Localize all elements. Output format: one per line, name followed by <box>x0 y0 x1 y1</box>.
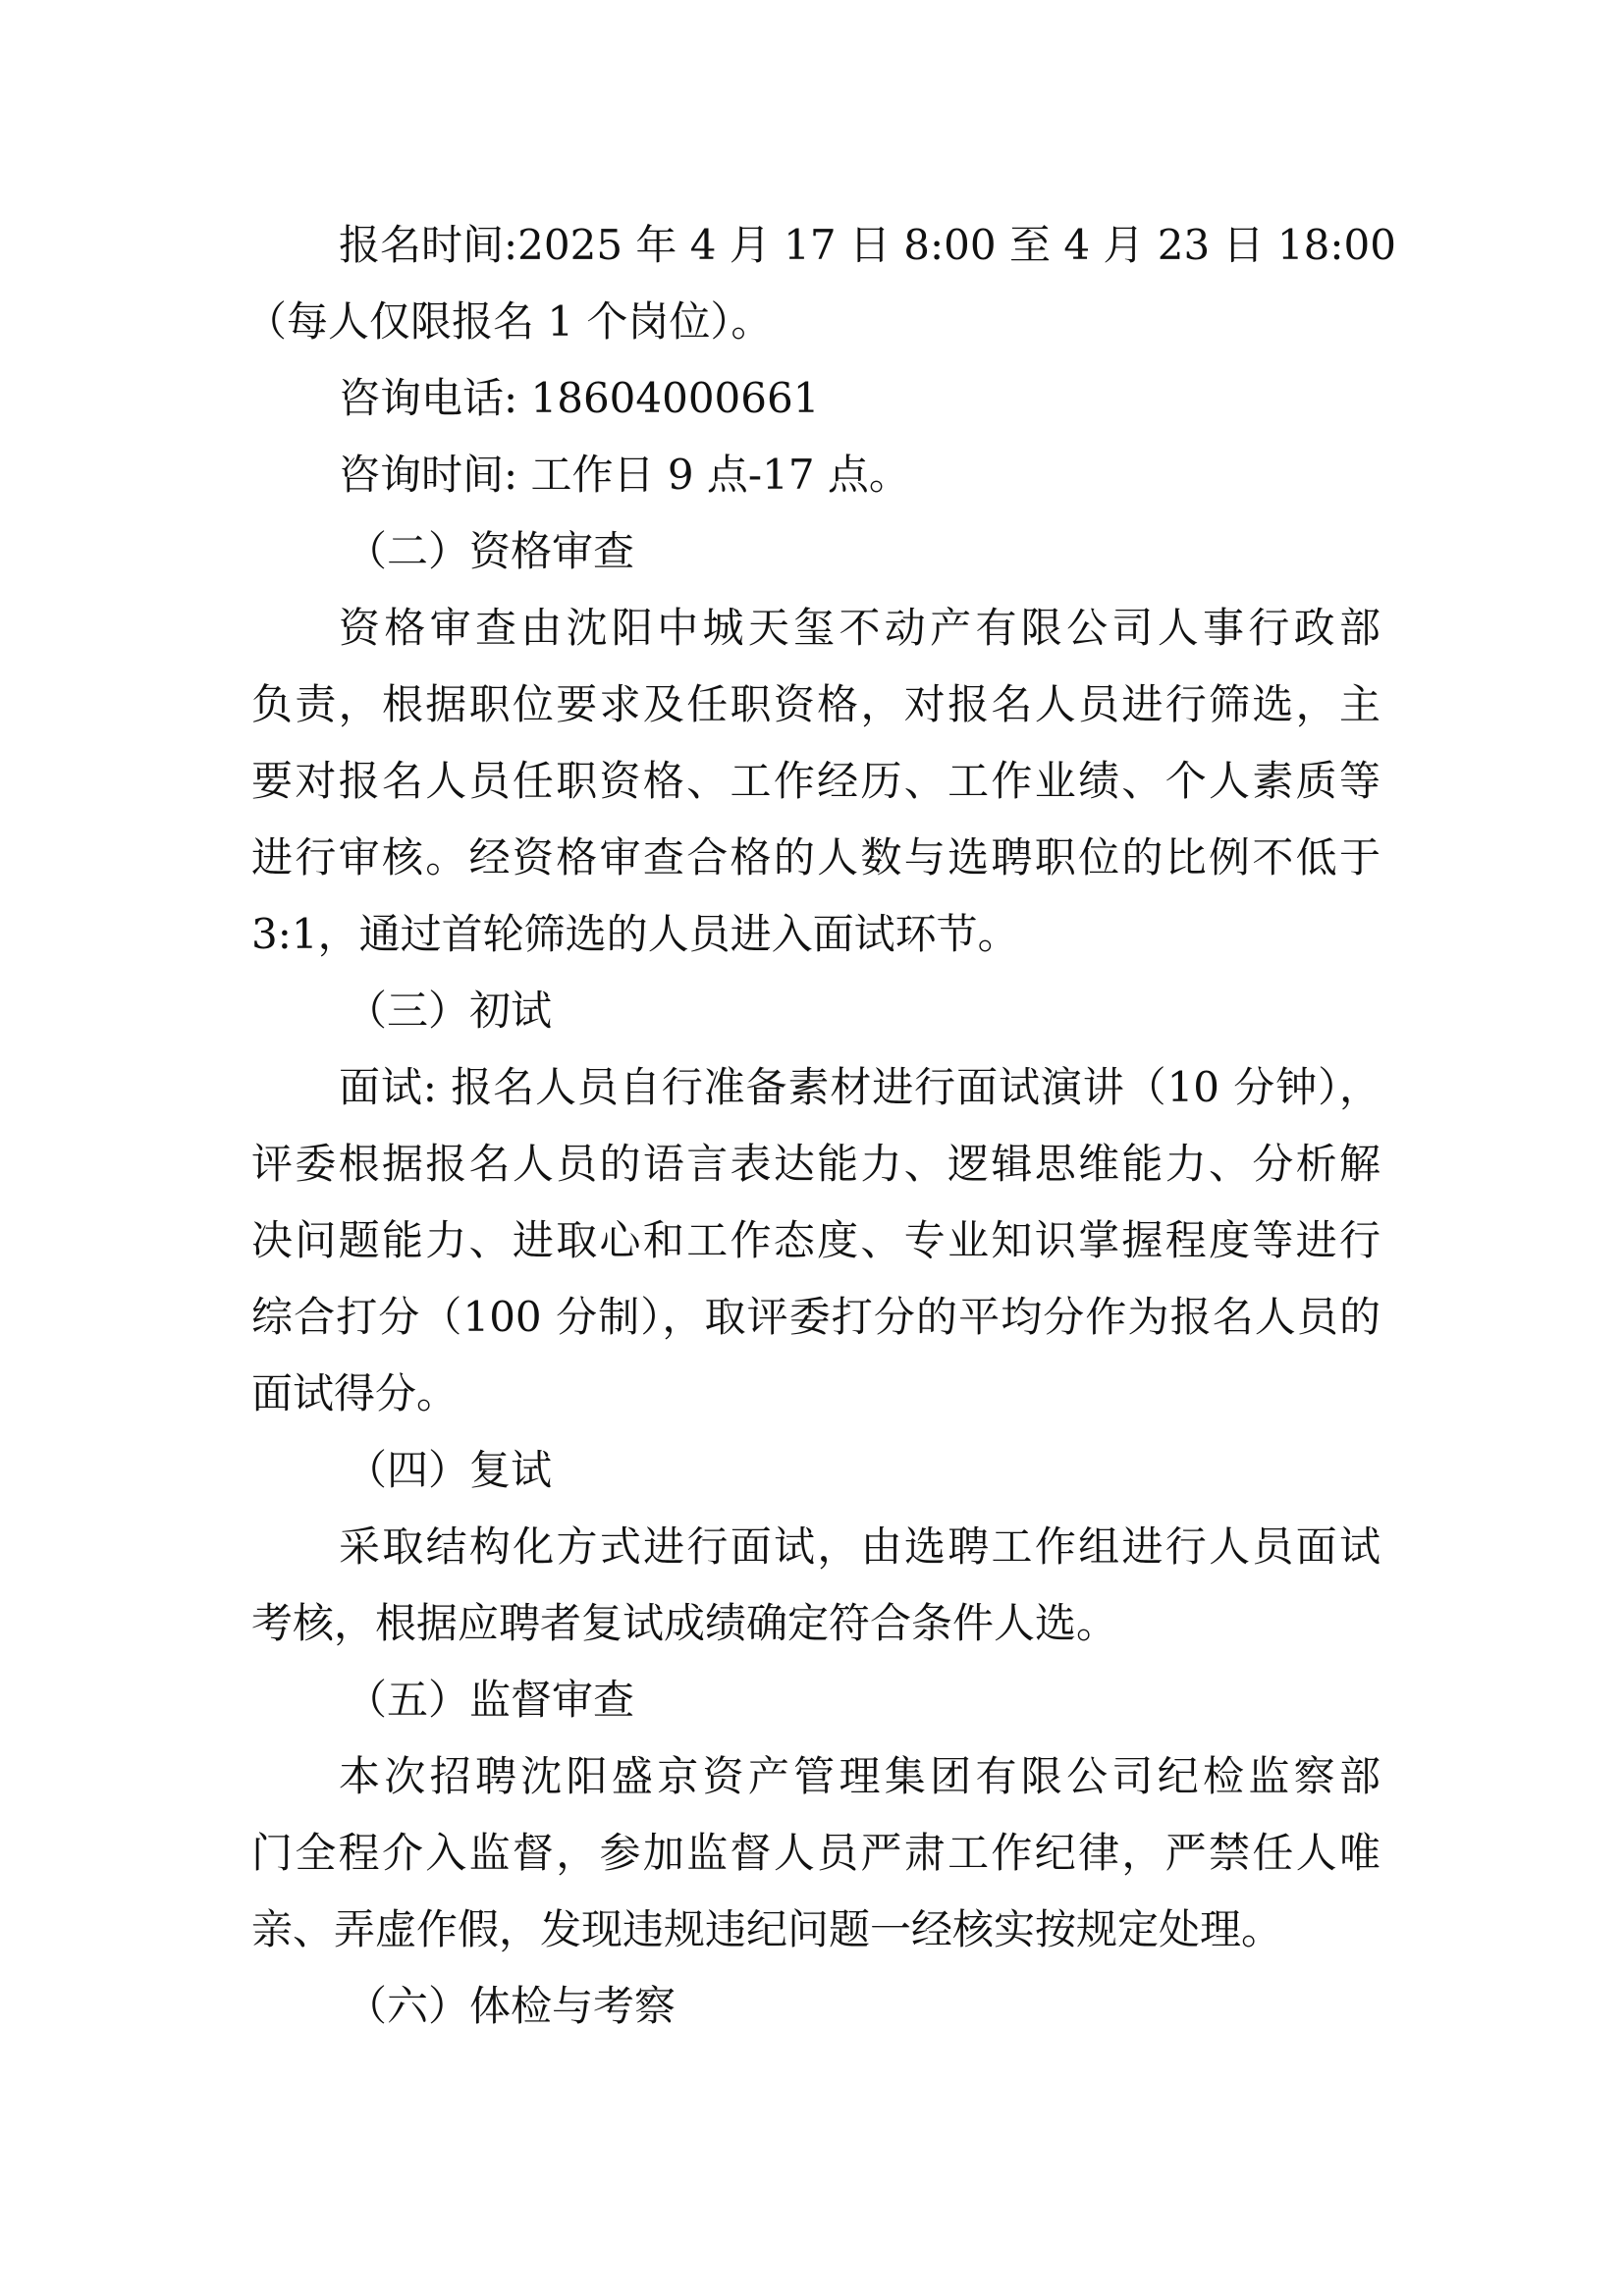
consult-phone-line: 咨询电话: 18604000661 <box>339 374 820 422</box>
paragraph-line: 3:1，通过首轮筛选的人员进入面试环节。 <box>251 910 1019 958</box>
paragraph-line: 门全程介入监督，参加监督人员严肃工作纪律，严禁任人唯 <box>251 1829 1380 1877</box>
paragraph-line: 要对报名人员任职资格、工作经历、工作业绩、个人素质等 <box>251 757 1380 805</box>
paragraph-line: 面试得分。 <box>251 1369 459 1417</box>
paragraph-line: 决问题能力、进取心和工作态度、专业知识掌握程度等进行 <box>251 1216 1380 1264</box>
paragraph-line: 考核，根据应聘者复试成绩确定符合条件人选。 <box>251 1599 1118 1647</box>
registration-time-line: 报名时间:2025 年 4 月 17 日 8:00 至 4 月 23 日 18:00 <box>339 221 1396 269</box>
section-heading-first-interview: （三）初试 <box>346 987 553 1035</box>
paragraph-line: 资格审查由沈阳中城天玺不动产有限公司人事行政部 <box>339 604 1380 652</box>
consult-time-line: 咨询时间: 工作日 9 点-17 点。 <box>339 451 910 499</box>
paragraph-line: 综合打分（100 分制），取评委打分的平均分作为报名人员的 <box>251 1293 1380 1341</box>
registration-limit-line: （每人仅限报名 1 个岗位）。 <box>245 297 773 346</box>
section-heading-qualification-review: （二）资格审查 <box>346 527 635 575</box>
paragraph-line: 进行审核。经资格审查合格的人数与选聘职位的比例不低于 <box>251 833 1380 881</box>
paragraph-line: 采取结构化方式进行面试，由选聘工作组进行人员面试 <box>339 1522 1380 1571</box>
paragraph-line: 面试: 报名人员自行准备素材进行面试演讲（10 分钟）， <box>339 1063 1380 1111</box>
paragraph-line: 负责，根据职位要求及任职资格，对报名人员进行筛选，主 <box>251 680 1380 728</box>
paragraph-line: 亲、弄虚作假，发现违规违纪问题一经核实按规定处理。 <box>251 1905 1283 1953</box>
section-heading-second-interview: （四）复试 <box>346 1446 553 1494</box>
paragraph-line: 本次招聘沈阳盛京资产管理集团有限公司纪检监察部 <box>339 1752 1380 1800</box>
section-heading-supervision: （五）监督审查 <box>346 1676 635 1724</box>
section-heading-physical-exam: （六）体检与考察 <box>346 1982 677 2030</box>
paragraph-line: 评委根据报名人员的语言表达能力、逻辑思维能力、分析解 <box>251 1140 1380 1188</box>
